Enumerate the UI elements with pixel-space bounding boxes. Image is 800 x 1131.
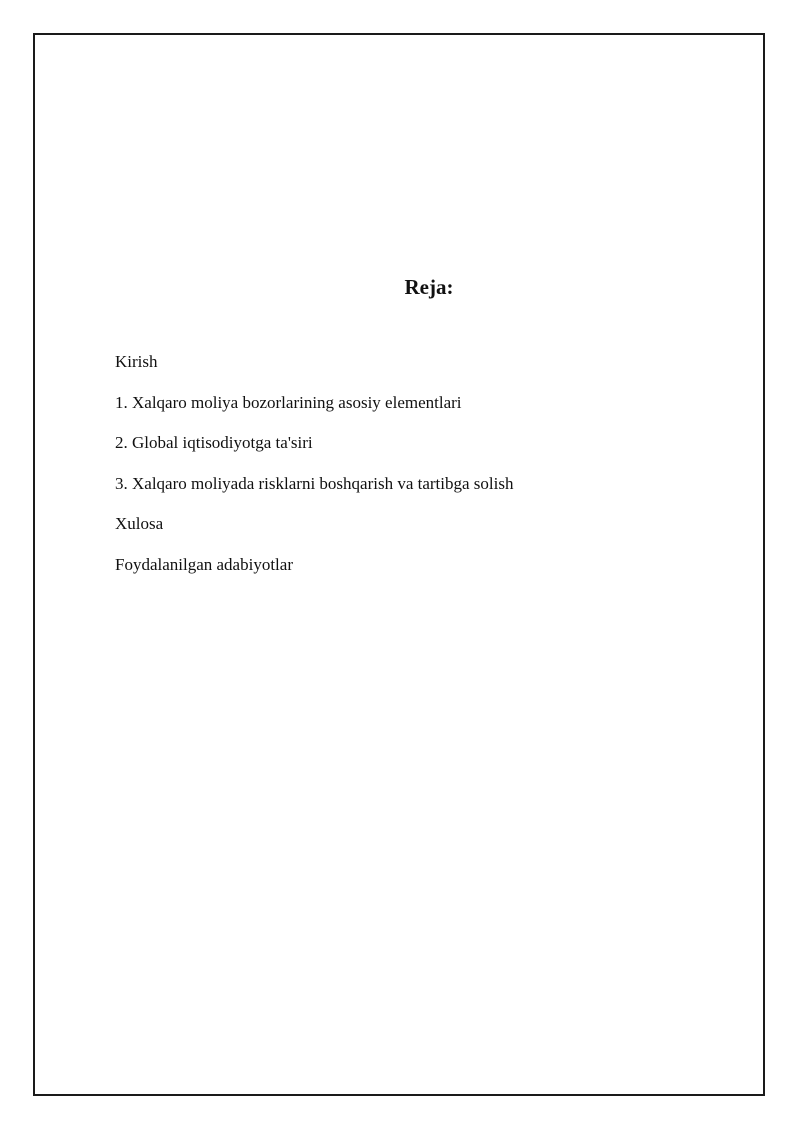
toc-item-chapter-1: 1. Xalqaro moliya bozorlarining asosiy elementlari bbox=[115, 392, 462, 412]
toc-item-references: Foydalanilgan adabiyotlar bbox=[115, 554, 293, 574]
page-title: Reja: bbox=[404, 275, 454, 299]
toc-item-chapter-3: 3. Xalqaro moliyada risklarni boshqarish va tartibga solish bbox=[115, 473, 514, 493]
table-of-contents bbox=[115, 351, 513, 594]
toc-item-introduction: Kirish bbox=[115, 352, 158, 371]
toc-item-conclusion: Xulosa bbox=[115, 514, 164, 533]
toc-item-chapter-2: 2. Global iqtisodiyotga ta'siri bbox=[115, 433, 313, 452]
